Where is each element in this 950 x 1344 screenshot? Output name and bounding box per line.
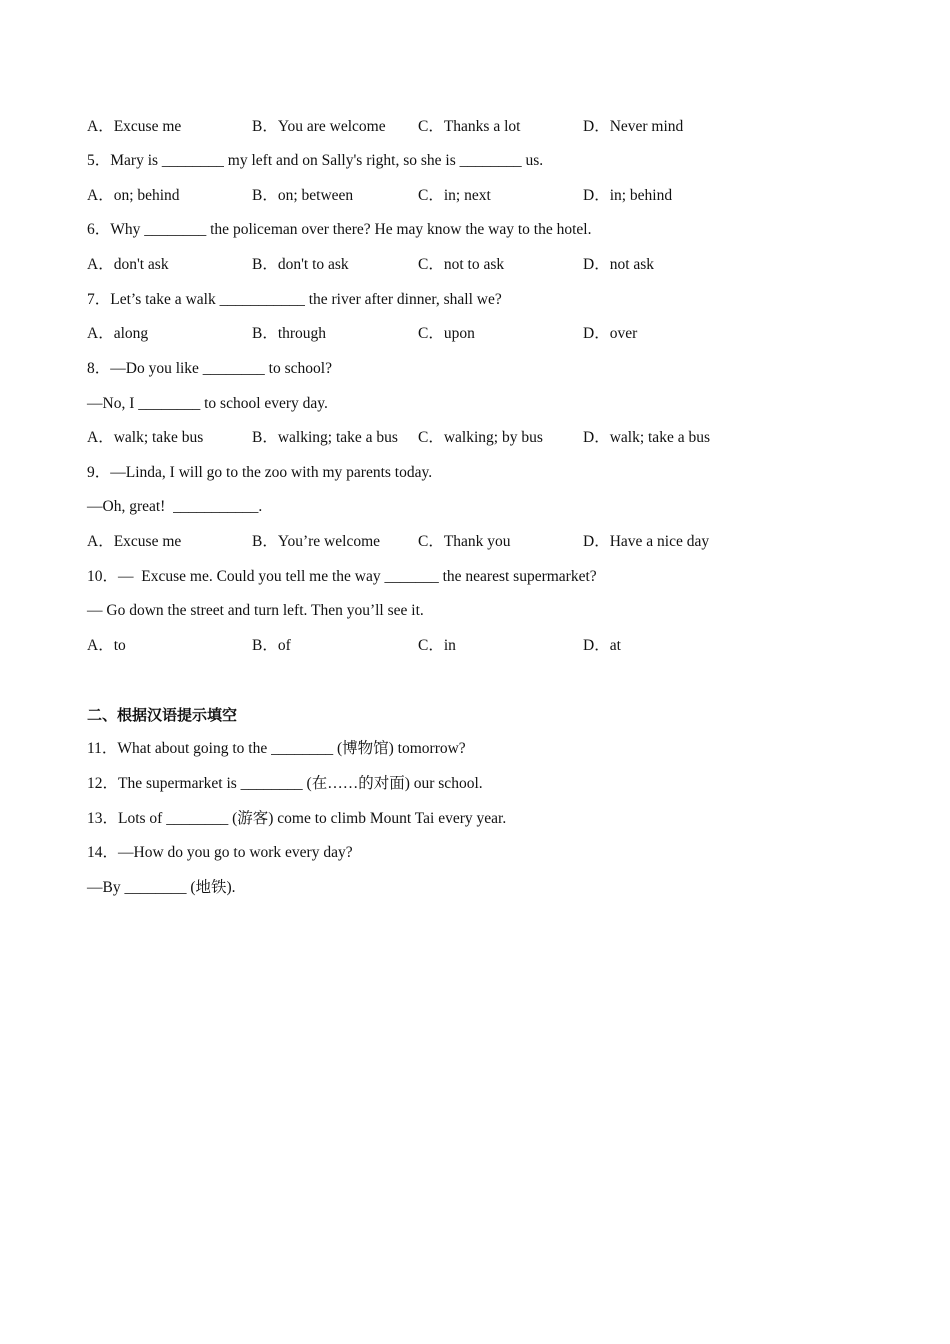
q5-option-d: D．in; behind (583, 187, 673, 204)
q5-option-b: B．on; between (252, 187, 354, 204)
q10-option-b: B．of (252, 637, 291, 654)
q6-option-a: A．don't ask (87, 256, 169, 273)
q7-option-a: A．along (87, 325, 149, 342)
q10-option-c: C．in (418, 637, 456, 654)
q5-option-a: A．on; behind (87, 187, 180, 204)
q4-option-a: A．Excuse me (87, 118, 182, 135)
q8-options (87, 428, 787, 448)
q4-option-c: C．Thanks a lot (418, 118, 521, 135)
q5-options (87, 186, 787, 206)
q8-option-c: C．walking; by bus (418, 429, 543, 446)
q14-stem-reply: —By ________ (地铁). (87, 879, 236, 896)
q9-option-b: B．You’re welcome (252, 533, 381, 550)
q8-stem-reply: —No, I ________ to school every day. (87, 395, 328, 412)
q9-option-a: A．Excuse me (87, 533, 182, 550)
q11-stem: 11．What about going to the ________ (博物馆) tomorrow? (87, 740, 466, 757)
q4-options (87, 117, 787, 137)
q6-option-c: C．not to ask (418, 256, 505, 273)
q8-option-d: D．walk; take a bus (583, 429, 710, 446)
q6-stem: 6．Why ________ the policeman over there? He may know the way to the hotel. (87, 221, 592, 238)
q10-stem-reply: — Go down the street and turn left. Then you’ll see it. (87, 602, 424, 619)
q9-options (87, 532, 787, 552)
q4-option-d: D．Never mind (583, 118, 684, 135)
q7-option-c: C．upon (418, 325, 475, 342)
q14-stem: 14．—How do you go to work every day? (87, 844, 353, 861)
q8-stem: 8．—Do you like ________ to school? (87, 360, 332, 377)
q8-option-b: B．walking; take a bus (252, 429, 398, 446)
q7-option-b: B．through (252, 325, 327, 342)
q7-options (87, 324, 787, 344)
q9-stem: 9．—Linda, I will go to the zoo with my parents today. (87, 464, 433, 481)
q8-option-a: A．walk; take bus (87, 429, 204, 446)
q9-option-d: D．Have a nice day (583, 533, 710, 550)
q4-option-b: B．You are welcome (252, 118, 386, 135)
q7-stem: 7．Let’s take a walk ___________ the river after dinner, shall we? (87, 291, 502, 308)
q5-option-c: C．in; next (418, 187, 491, 204)
q9-option-c: C．Thank you (418, 533, 511, 550)
q10-option-a: A．to (87, 637, 126, 654)
q13-stem: 13．Lots of ________ (游客) come to climb Mount Tai every year. (87, 810, 507, 827)
q9-stem-reply: —Oh, great! ___________. (87, 498, 263, 515)
q12-stem: 12．The supermarket is ________ (在……的对面) our school. (87, 775, 483, 792)
q10-option-d: D．at (583, 637, 621, 654)
q7-option-d: D．over (583, 325, 638, 342)
q6-option-b: B．don't to ask (252, 256, 349, 273)
section-2-heading: 二、根据汉语提示填空 (87, 706, 238, 724)
q5-stem: 5．Mary is ________ my left and on Sally's right, so she is ________ us. (87, 152, 544, 169)
q6-option-d: D．not ask (583, 256, 655, 273)
q10-options (87, 636, 787, 656)
q6-options (87, 255, 787, 275)
q10-stem: 10．— Excuse me. Could you tell me the way _______ the nearest supermarket? (87, 568, 597, 585)
